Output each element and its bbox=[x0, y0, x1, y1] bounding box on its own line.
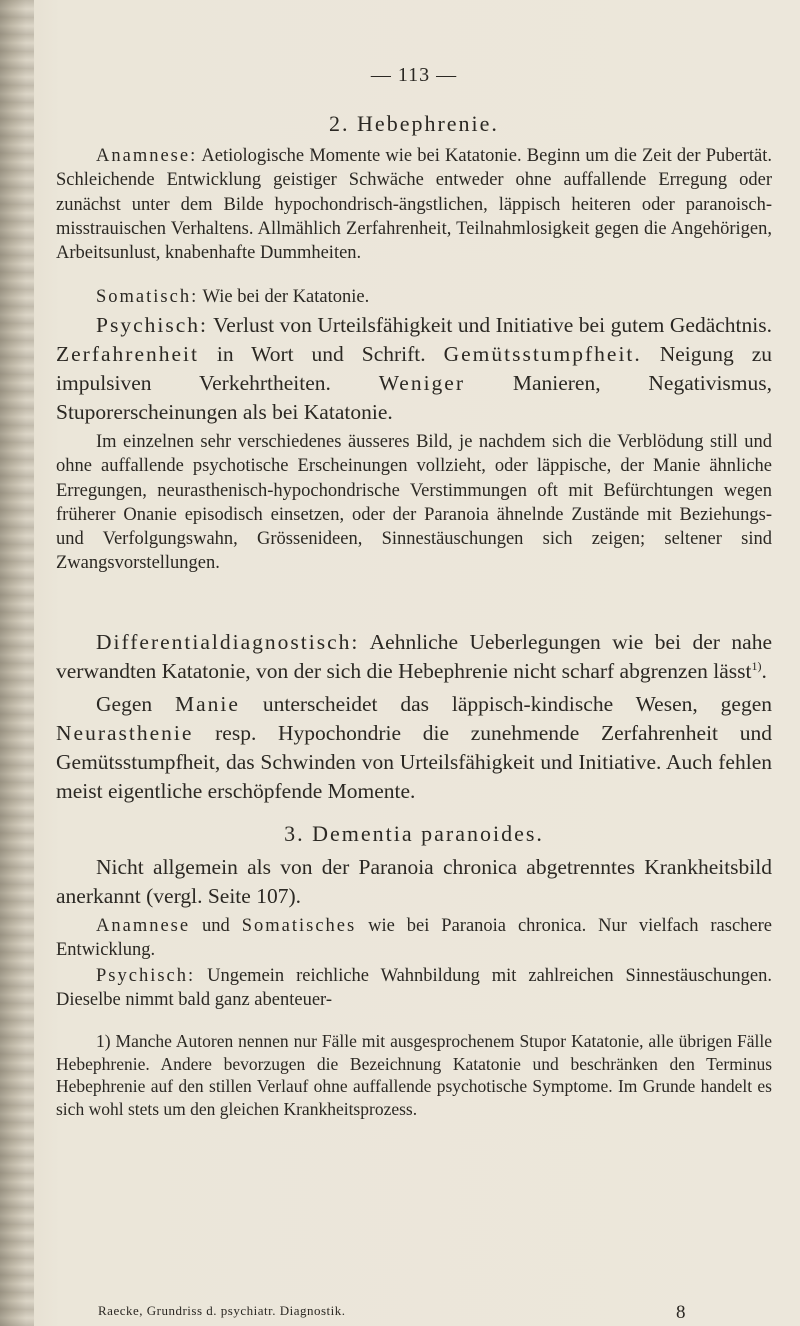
page-number: — 113 — bbox=[370, 64, 458, 86]
label-somatisches: Somatisches bbox=[241, 916, 357, 936]
paragraph-differentialdiagnostisch: Differentialdiagnostisch: Aehnliche Ueberlegungen wie bei der nahe verwandten Katatonie, von der sich die Hebephrenie nicht scharf abgrenzen lässt$^{1)}$. bbox=[56, 630, 772, 683]
paragraph-einzelnen: Im einzelnen sehr verschiedenes äusseres Bild, je nachdem sich die Verblödung still und ohne auffallende psychotische Erscheinungen vollzieht, oder läppische, der Manie ähnliche Erregungen, neurasthenisch-hypochondrische Verstimmungen oft mit Befürchtungen wegen früherer Onanie episodisch einsetzen, oder der Paranoia ähnelnde Zustände mit Beziehungs- und Verfolgungswahn, Grössenideen, Sinnestäuschungen sich zeigen; seltener sind Zwangsvorstellungen. bbox=[56, 432, 772, 574]
paragraph-anamnese-somatisches: Anamnese und Somatisches wie bei Paranoia chronica. Nur vielfach raschere Entwicklung. bbox=[56, 916, 772, 961]
label-psychisch: Psychisch: bbox=[96, 313, 208, 337]
paragraph-psychisch: Psychisch: Verlust von Urteilsfähigkeit und Initiative bei gutem Gedächtnis. Zerfahrenheit in Wort und Schrift. Gemütsstumpfheit. Neigung zu impulsiven Verkehrtheiten. Weniger Manieren, Negativismus, Stuporerscheinungen als bei Katatonie. bbox=[56, 313, 773, 424]
page-gutter-shadow bbox=[0, 0, 34, 1326]
footnote-ref: 1) bbox=[751, 658, 762, 673]
paragraph-anamnese: Anamnese: Aetiologische Momente wie bei Katatonie. Beginn um die Zeit der Pubertät. Schleichende Entwicklung geistiger Schwäche entweder ohne auffallende Erregung oder zunächst unter dem Bilde hypochondrisch-ängstlichen, läppisch heiteren oder paranoisch-misstrauischen Verhaltens. Allmählich Zerfahrenheit, Teilnahmlosigkeit gegen die Angehörigen, Arbeitsunlust, knabenhafte Dummheiten. bbox=[56, 146, 772, 264]
label-somatisch: Somatisch: bbox=[96, 287, 199, 307]
paragraph-gegen-manie: Gegen Manie unterscheidet das läppisch-kindische Wesen, gegen Neurasthenie resp. Hypochondrie die zunehmende Zerfahrenheit und Gemütsstumpfheit, das Schwinden von Urteilsfähigkeit und Initiative. Auch fehlen meist eigentliche erschöpfende Momente. bbox=[56, 692, 772, 803]
footnote: 1) Manche Autoren nennen nur Fälle mit ausgesprochenem Stupor Katatonie, alle übrigen Fälle Hebephrenie. Andere bevorzugen die Bezeichnung Katatonie und beschränken den Terminus Hebephrenie auf den stillen Verlauf ohne auffallende psychotische Symptome. Im Grunde handelt es sich wohl stets um den gleichen Krankheitsprozess. bbox=[56, 1031, 772, 1119]
label-differentialdiagnostisch: Differentialdiagnostisch: bbox=[96, 630, 360, 654]
label-psychisch-2: Psychisch: bbox=[96, 966, 196, 986]
label-anamnese: Anamnese: bbox=[96, 146, 198, 166]
section-heading-dementia-paranoides: 3. Dementia paranoides. bbox=[284, 821, 544, 846]
label-anamnese-2: Anamnese bbox=[96, 916, 191, 936]
section-heading-hebephrenie: 2. Hebephrenie. bbox=[329, 111, 499, 136]
paragraph-psychisch-2: Psychisch: Ungemein reichliche Wahnbildung mit zahlreichen Sinnestäuschungen. Dieselbe nimmt bald ganz abenteuer- bbox=[56, 966, 772, 1011]
printer-signature: 8 bbox=[676, 1302, 686, 1323]
footnote-marker: 1) bbox=[96, 1031, 111, 1051]
paragraph-somatisch: Somatisch: Wie bei der Katatonie. bbox=[96, 287, 370, 307]
source-line: Raecke, Grundriss d. psychiatr. Diagnostik. bbox=[98, 1303, 346, 1318]
paragraph-nicht-allgemein: Nicht allgemein als von der Paranoia chronica abgetrenntes Krankheitsbild anerkannt (vergl. Seite 107). bbox=[56, 855, 772, 908]
